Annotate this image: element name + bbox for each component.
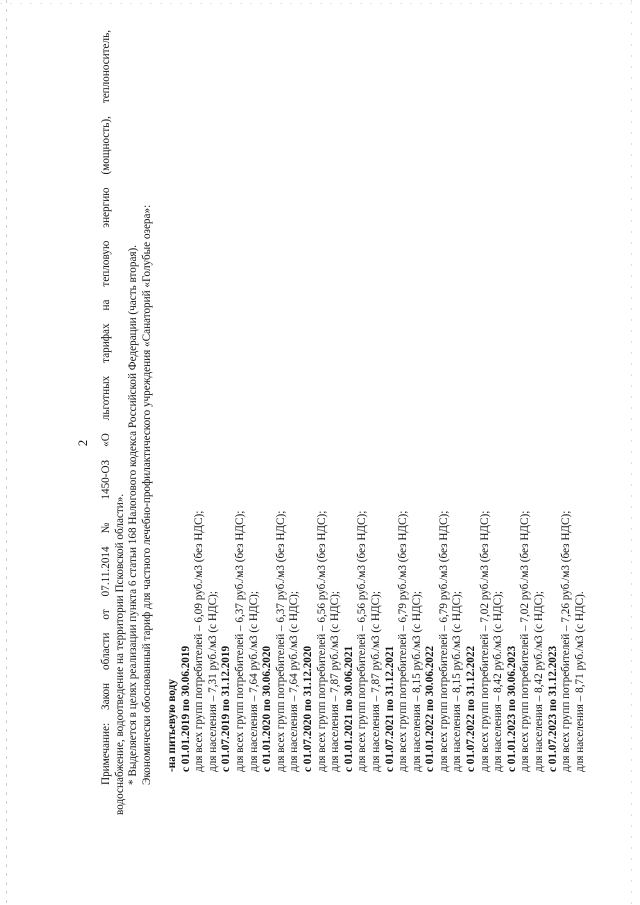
section-title: -на питьевую воду — [166, 679, 178, 772]
note-vat-footnote: * Выделяется в целях реализации пункта 6 статьи 168 Налогового кодекса Российской Федерации (часть вторая). — [127, 244, 140, 785]
tariff-population: для населения – 7,87 руб./м3 (с НДС); — [329, 591, 342, 772]
tariff-period: с 01.07.2019 по 31.12.2019 — [220, 645, 233, 772]
tariff-all-consumers: для всех групп потребителей – 6,56 руб./м3 (без НДС); — [315, 510, 328, 772]
tariff-all-consumers: для всех групп потребителей – 6,37 руб./м3 (без НДС); — [233, 510, 246, 772]
tariff-period: с 01.01.2020 по 30.06.2020 — [261, 645, 274, 772]
tariff-period: с 01.07.2022 по 31.12.2022 — [465, 645, 478, 772]
tariff-all-consumers: для всех групп потребителей – 7,02 руб./м3 (без НДС); — [478, 510, 491, 772]
tariff-population: для населения – 8,71 руб./м3 (с НДС). — [573, 591, 586, 772]
page-number: 2 — [75, 439, 90, 447]
note-economic-tariff-intro: Экономически обоснованный тариф для частного лечебно-профилактического учреждения «Санаторий «Голубые озера»: — [140, 204, 153, 785]
tariff-period: с 01.01.2022 по 30.06.2022 — [424, 645, 437, 772]
tariff-population: для населения – 7,87 руб./м3 (с НДС); — [369, 591, 382, 772]
tariff-all-consumers: для всех групп потребителей – 7,02 руб./м3 (без НДС); — [519, 510, 532, 772]
tariff-period: с 01.01.2019 по 30.06.2019 — [179, 645, 192, 772]
tariff-population: для населения – 8,42 руб./м3 (с НДС); — [492, 591, 505, 772]
tariff-list — [166, 252, 587, 772]
tariff-all-consumers: для всех групп потребителей – 6,56 руб./м3 (без НДС); — [356, 510, 369, 772]
tariff-population: для населения – 8,15 руб./м3 (с НДС); — [451, 591, 464, 772]
tariff-population: для населения – 7,64 руб./м3 (с НДС); — [288, 591, 301, 772]
tariff-population: для населения – 8,15 руб./м3 (с НДС); — [410, 591, 423, 772]
tariff-population: для населения – 7,64 руб./м3 (с НДС); — [247, 591, 260, 772]
tariff-all-consumers: для всех групп потребителей – 6,37 руб./м3 (без НДС); — [274, 510, 287, 772]
tariff-period: с 01.01.2023 по 30.06.2023 — [505, 645, 518, 772]
tariff-period: с 01.07.2023 по 31.12.2023 — [546, 645, 559, 772]
tariff-period: с 01.01.2021 по 30.06.2021 — [342, 645, 355, 772]
note-law-reference: Примечание: Закон области от 07.11.2014 № 1450-ОЗ «О льготных тарифах на тепловую энергию (мощность), теплоноситель, — [100, 30, 112, 785]
tariff-all-consumers: для всех групп потребителей – 7,26 руб./м3 (без НДС); — [560, 510, 573, 772]
note-law-reference-continued: водоснабжение, водоотведение на территории Псковской области». — [113, 493, 126, 815]
tariff-population: для населения – 7,31 руб./м3 (с НДС); — [206, 591, 219, 772]
tariff-all-consumers: для всех групп потребителей – 6,79 руб./м3 (без НДС); — [397, 510, 410, 772]
tariff-period: с 01.07.2020 по 31.12.2020 — [301, 645, 314, 772]
tariff-all-consumers: для всех групп потребителей – 6,79 руб./м3 (без НДС); — [437, 510, 450, 772]
tariff-period: с 01.07.2021 по 31.12.2021 — [383, 645, 396, 772]
tariff-population: для населения – 8,42 руб./м3 (с НДС); — [533, 591, 546, 772]
tariff-all-consumers: для всех групп потребителей – 6,09 руб./м3 (без НДС); — [193, 510, 206, 772]
note-block — [100, 30, 154, 815]
